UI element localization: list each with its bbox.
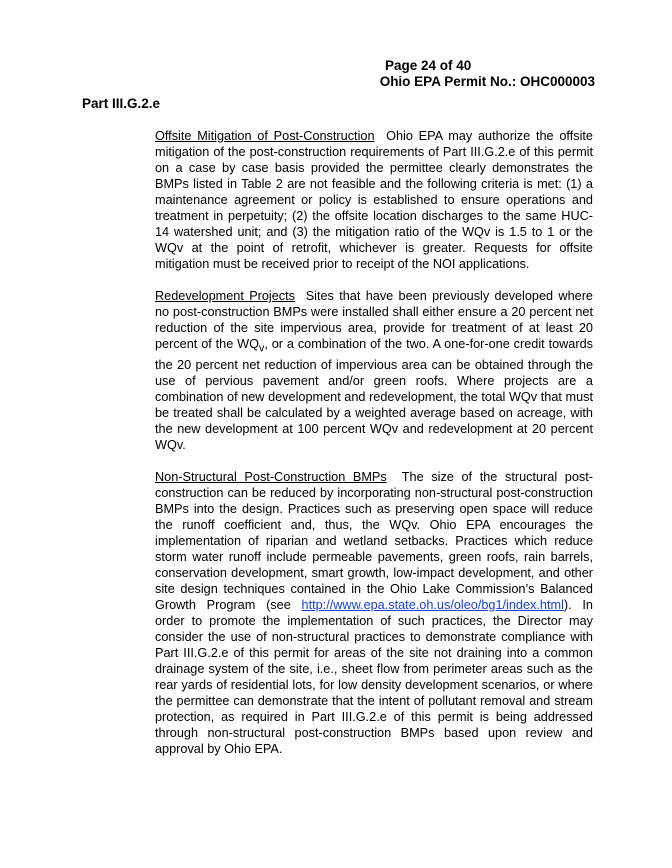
section-heading: Offsite Mitigation of Post-Construction [155,129,375,143]
subscript-v: v [259,342,265,355]
section-text: ). In order to promote the implementation of such practices, the Director may consider the use of non-structural practices to demonstrate compliance with Part III.G.2.e of this permit for areas of the site not draining into a common drainage system of the site, i.e., sheet flow from perimeter areas such as the rear yards of residential lots, for low density development scenarios, or where the permittee can demonstrate that the intent of pollutant removal and stream protection, as required in Part III.G.2.e of this permit is being addressed through non-structural post-construction BMPs based upon review and approval by Ohio EPA. [155,597,593,756]
section-heading: Non-Structural Post-Construction BMPs [155,469,387,484]
page-number: Page 24 of 40 [385,58,472,73]
balanced-growth-link[interactable]: http://www.epa.state.oh.us/oleo/bg1/index.html [301,597,564,612]
part-title: Part III.G.2.e [82,96,161,111]
document-body [155,128,593,773]
section-text: The size of the structural post-construction can be reduced by incorporating non-structural post-construction BMPs into the design. Practices such as preserving open space will reduce the runoff coefficient and, thus, the WQv. Ohio EPA encourages the implementation of riparian and wetland setbacks. Practices which reduce storm water runoff include permeable pavements, green roofs, rain barrels, conservation development, smart growth, low-impact development, and other site design techniques contained in the Ohio Lake Commission’s Balanced Growth Program (see [155,469,593,612]
section-text: Sites that have been previously developed where no post-construction BMPs were installed shall either ensure a 20 percent net reduction of the site impervious area, provide for treatment of at least 20 percent of the WQ [155,289,593,351]
permit-number: Ohio EPA Permit No.: OHC000003 [379,74,595,89]
section-redevelopment [155,288,593,453]
page-header [380,58,595,90]
section-text: Ohio EPA may authorize the offsite mitigation of the post-construction requirements of Part III.G.2.e of this permit on a case by case basis provided the permittee clearly demonstrates the BMPs listed in Table 2 are not feasible and the following criteria is met: (1) a maintenance agreement or policy is established to ensure operations and treatment in perpetuity; (2) the offsite location discharges to the same HUC-14 watershed unit; and (3) the mitigation ratio of the WQv is 1.5 to 1 or the WQv at the point of retrofit, whichever is greater. Requests for offsite mitigation must be received prior to receipt of the NOI applications. [155,129,593,271]
section-heading: Redevelopment Projects [155,289,296,303]
section-non-structural [155,469,593,757]
section-text: , or a combination of the two. A one-for-one credit towards the 20 percent net reduction of impervious area can be obtained through the use of pervious pavement and/or green roofs. Where projects are a combination of new development and redevelopment, the total WQv that must be treated shall be calculated by a weighted average based on acreage, with the new development at 100 percent WQv and redevelopment at 20 percent WQv. [155,337,593,452]
section-offsite-mitigation [155,128,593,272]
